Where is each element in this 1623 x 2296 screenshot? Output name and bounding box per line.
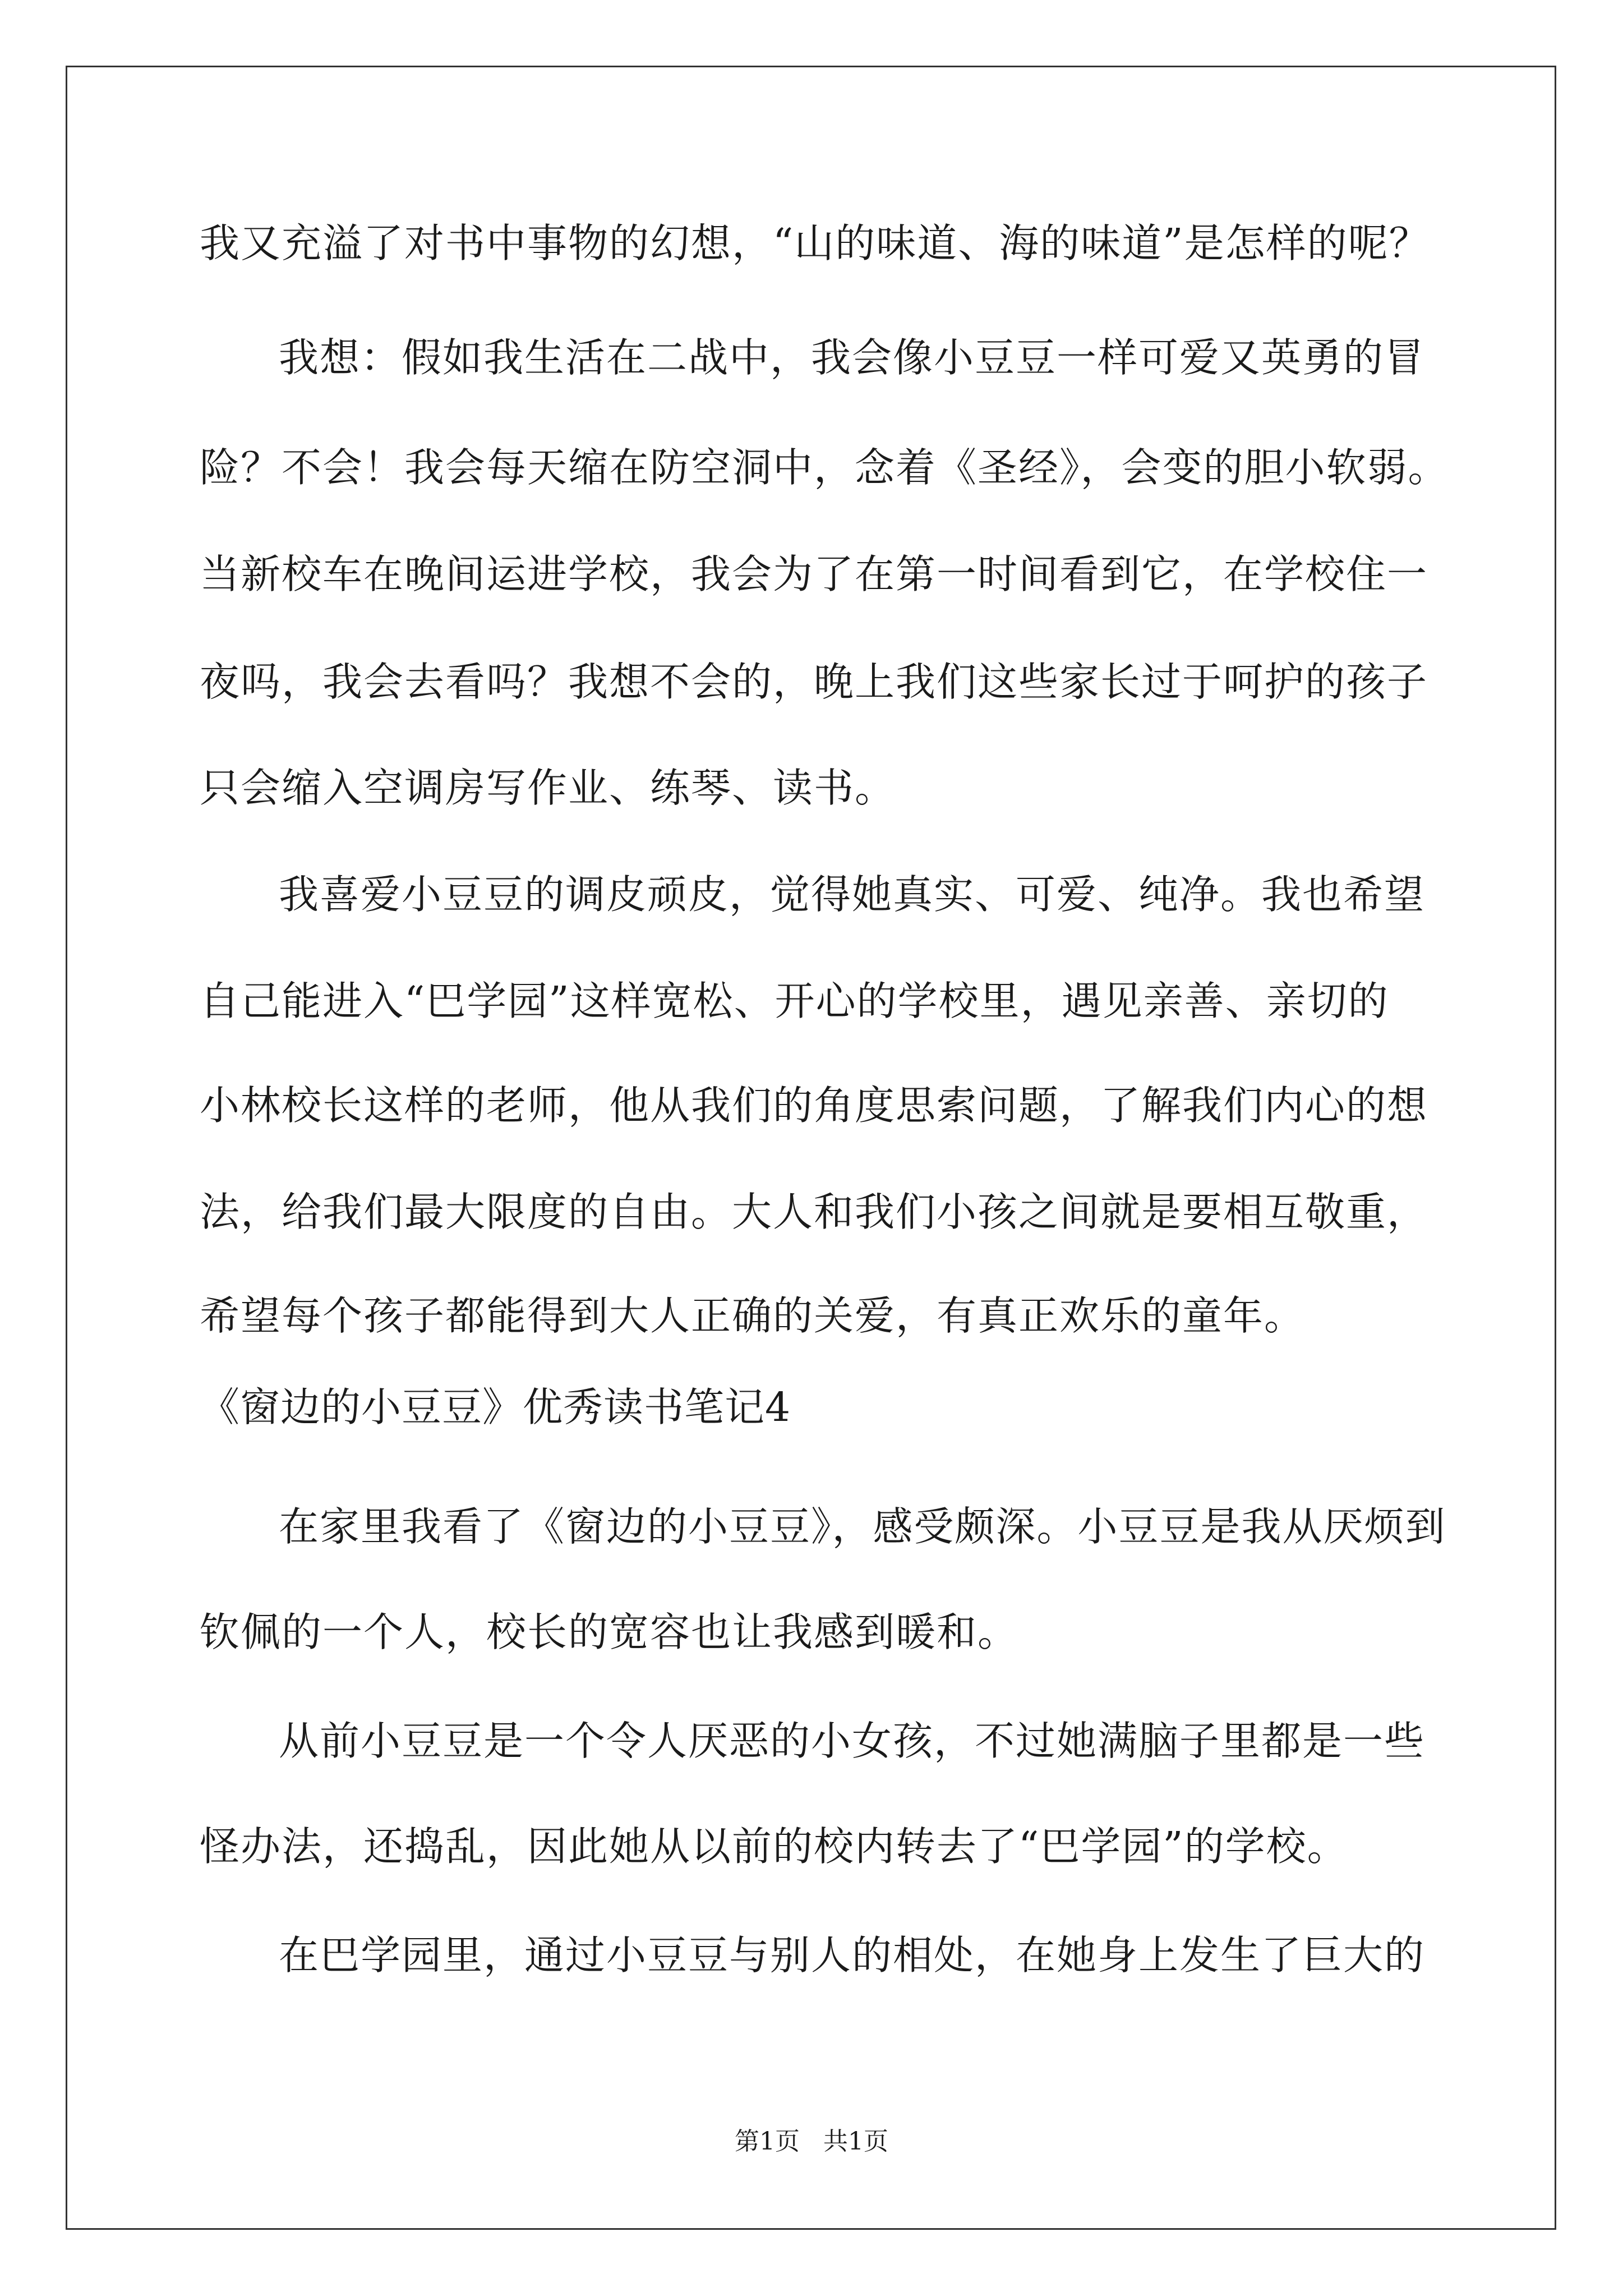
text-line-4: 当新校车在晚间运进学校，我会为了在第一时间看到它，在学校住一 xyxy=(200,551,1428,597)
text-line-14: 从前小豆豆是一个令人厌恶的小女孩，不过她满脑子里都是一些 xyxy=(279,1718,1426,1764)
text-line-9: 小林校长这样的老师，他从我们的角度思索问题，了解我们内心的想 xyxy=(200,1082,1428,1129)
text-line-8: 自己能进入“巴学园”这样宽松、开心的学校里，遇见亲善、亲切的 xyxy=(200,978,1389,1024)
page-number-footer: 第1页 共1页 xyxy=(735,2127,888,2156)
text-line-10: 法，给我们最大限度的自由。大人和我们小孩之间就是要相互敬重， xyxy=(200,1189,1428,1235)
text-line-15: 怪办法，还捣乱，因此她从以前的校内转去了“巴学园”的学校。 xyxy=(200,1823,1348,1870)
text-line-12: 在家里我看了《窗边的小豆豆》，感受颇深。小豆豆是我从厌烦到 xyxy=(279,1503,1446,1550)
text-line-6: 只会缩入空调房写作业、练琴、读书。 xyxy=(200,765,896,811)
text-line-1: 我又充溢了对书中事物的幻想，“山的味道、海的味道”是怎样的呢？ xyxy=(200,220,1430,266)
text-line-16: 在巴学园里，通过小豆豆与别人的相处，在她身上发生了巨大的 xyxy=(279,1932,1426,1978)
text-line-7: 我喜爱小豆豆的调皮顽皮，觉得她真实、可爱、纯净。我也希望 xyxy=(279,871,1426,918)
text-line-13: 钦佩的一个人，校长的宽容也让我感到暖和。 xyxy=(200,1609,1019,1655)
text-line-11: 希望每个孩子都能得到大人正确的关爱，有真正欢乐的童年。 xyxy=(200,1292,1306,1339)
section-heading: 《窗边的小豆豆》优秀读书笔记4 xyxy=(200,1384,791,1430)
page-border xyxy=(66,66,1556,2230)
text-line-2: 我想：假如我生活在二战中，我会像小豆豆一样可爱又英勇的冒 xyxy=(279,334,1426,381)
text-line-5: 夜吗，我会去看吗？我想不会的，晚上我们这些家长过于呵护的孩子 xyxy=(200,659,1428,705)
text-line-3: 险？不会！我会每天缩在防空洞中，念着《圣经》，会变的胆小软弱。 xyxy=(200,444,1449,491)
